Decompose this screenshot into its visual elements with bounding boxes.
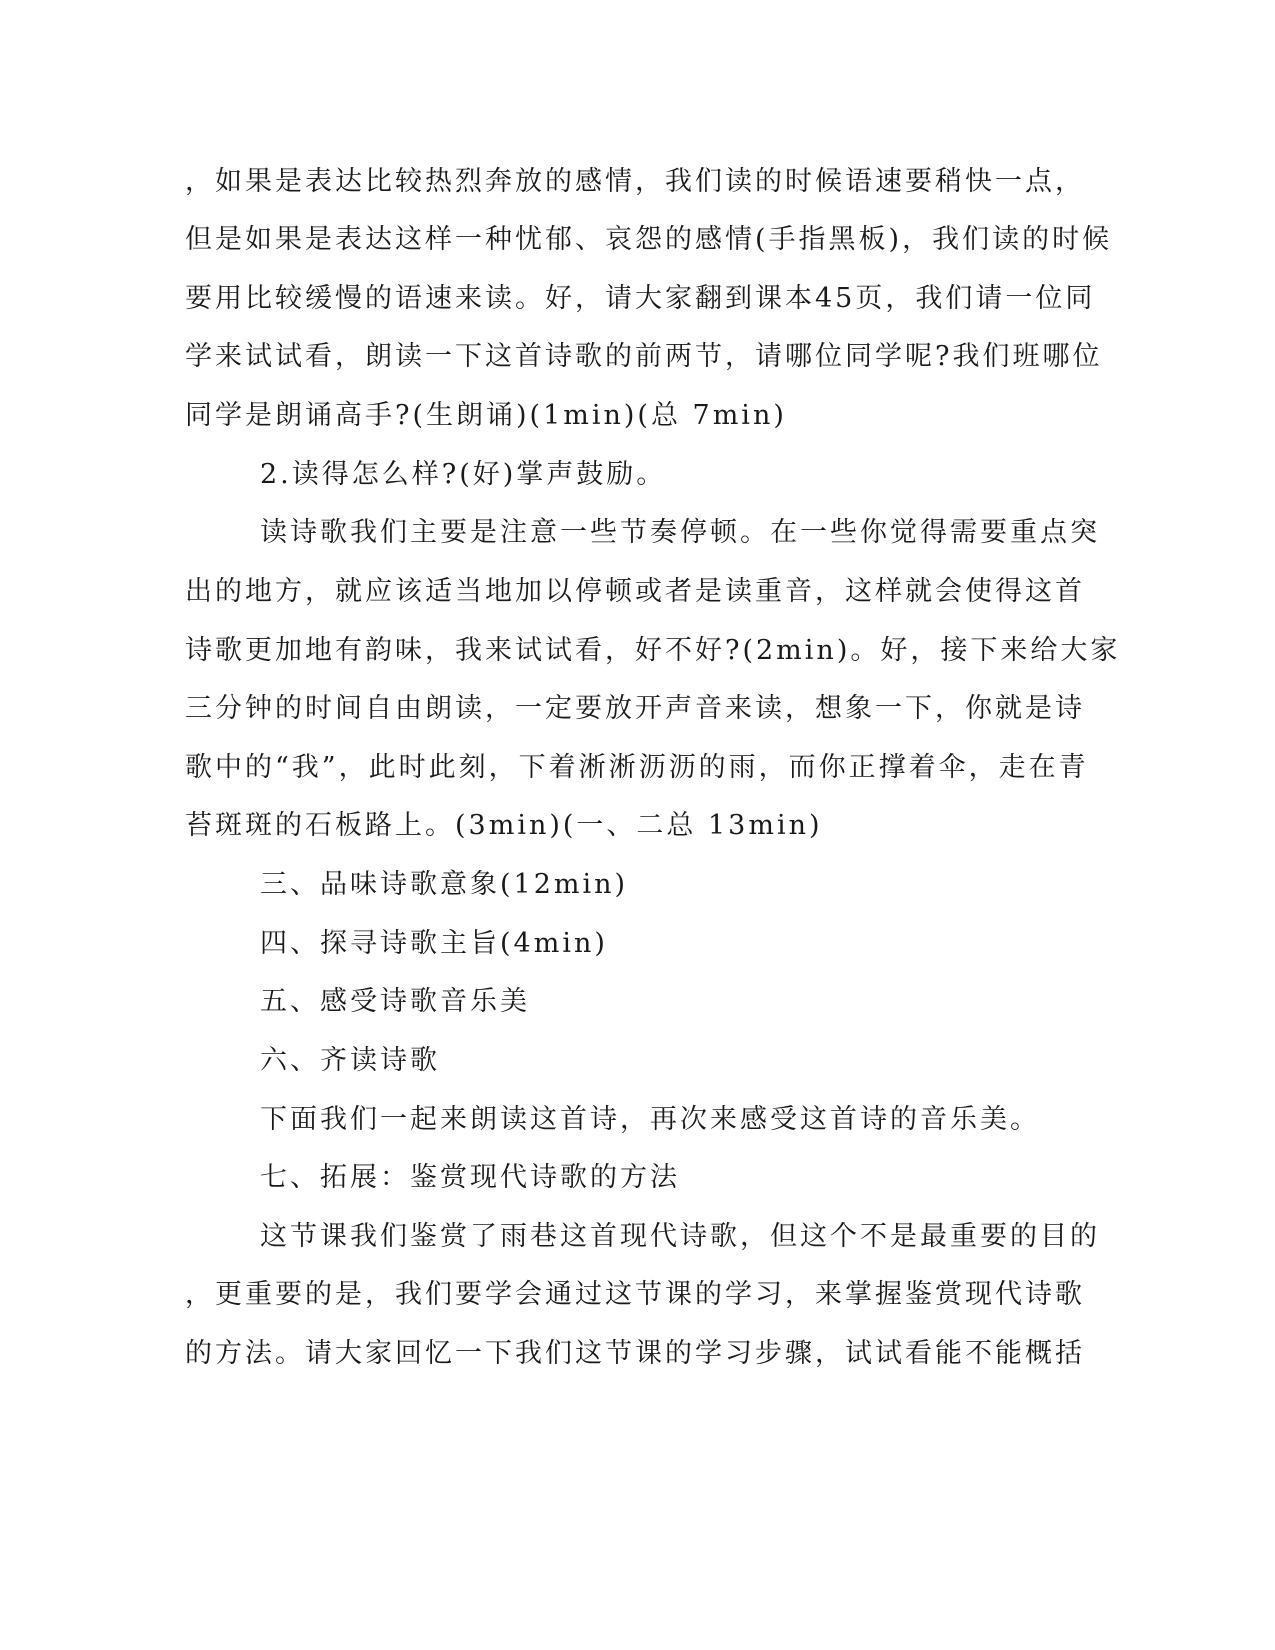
text-line: 但是如果是表达这样一种忧郁、哀怨的感情(手指黑板)，我们读的时候 bbox=[185, 224, 1113, 255]
text-line: 下面我们一起来朗读这首诗，再次来感受这首诗的音乐美。 bbox=[260, 1104, 1040, 1135]
text-line: 同学是朗诵高手?(生朗诵)(1min)(总 7min) bbox=[185, 400, 787, 431]
text-line: 苔斑斑的石板路上。(3min)(一、二总 13min) bbox=[185, 810, 823, 841]
section-heading: 五、感受诗歌音乐美 bbox=[260, 986, 530, 1017]
section-heading: 三、品味诗歌意象(12min) bbox=[260, 869, 629, 900]
text-line: 要用比较缓慢的语速来读。好，请大家翻到课本45页，我们请一位同 bbox=[185, 283, 1096, 314]
text-line: 这节课我们鉴赏了雨巷这首现代诗歌，但这个不是最重要的目的 bbox=[260, 1221, 1100, 1252]
text-line: 2.读得怎么样?(好)掌声鼓励。 bbox=[260, 459, 667, 490]
text-line: 诗歌更加地有韵味，我来试试看，好不好?(2min)。好，接下来给大家 bbox=[185, 635, 1121, 666]
text-line: 三分钟的时间自由朗读，一定要放开声音来读，想象一下，你就是诗 bbox=[185, 693, 1085, 724]
section-heading: 六、齐读诗歌 bbox=[260, 1045, 440, 1076]
text-line: 歌中的“我”，此时此刻，下着淅淅沥沥的雨，而你正撑着伞，走在青 bbox=[185, 752, 1089, 783]
text-line: 学来试试看，朗读一下这首诗歌的前两节，请哪位同学呢?我们班哪位 bbox=[185, 341, 1103, 372]
text-line: ，更重要的是，我们要学会通过这节课的学习，来掌握鉴赏现代诗歌 bbox=[185, 1279, 1085, 1310]
text-line: 出的地方，就应该适当地加以停顿或者是读重音，这样就会使得这首 bbox=[185, 576, 1085, 607]
text-line: ，如果是表达比较热烈奔放的感情，我们读的时候语速要稍快一点， bbox=[185, 166, 1085, 197]
section-heading: 七、拓展：鉴赏现代诗歌的方法 bbox=[260, 1162, 680, 1193]
text-line: 读诗歌我们主要是注意一些节奏停顿。在一些你觉得需要重点突 bbox=[260, 517, 1100, 548]
text-line: 的方法。请大家回忆一下我们这节课的学习步骤，试试看能不能概括 bbox=[185, 1338, 1085, 1369]
section-heading: 四、探寻诗歌主旨(4min) bbox=[260, 928, 608, 959]
